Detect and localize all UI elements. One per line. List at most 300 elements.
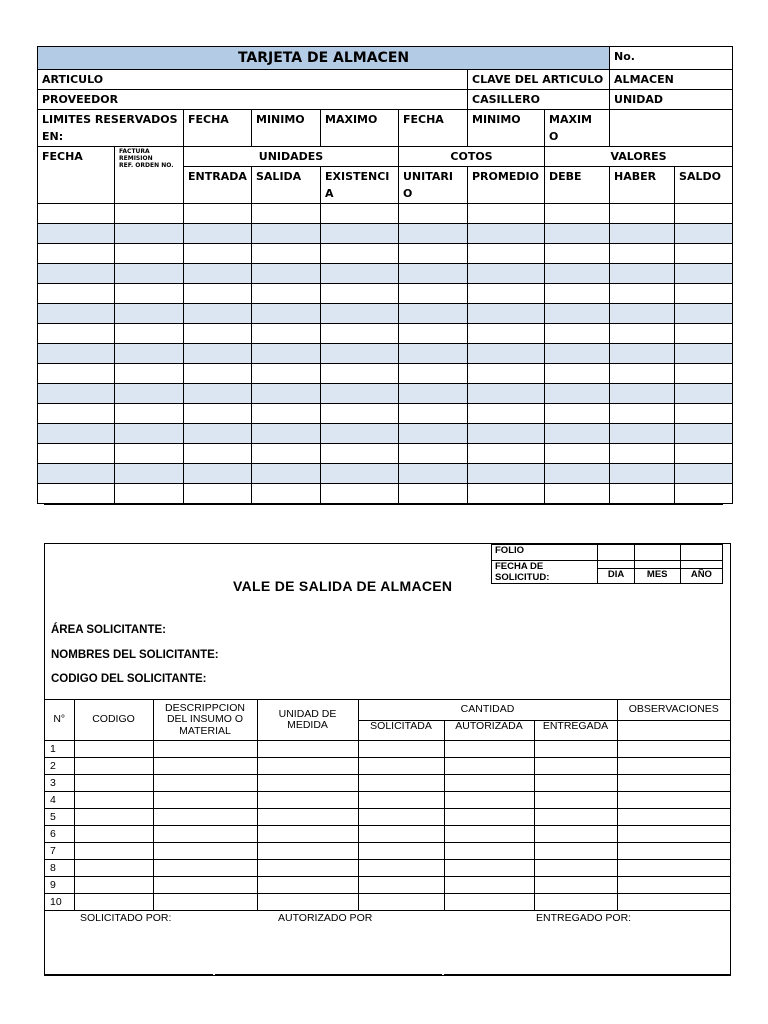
limites-blank-cell[interactable] <box>610 110 733 147</box>
tarjeta-entry-cell[interactable] <box>115 384 184 404</box>
tarjeta-entry-cell[interactable] <box>468 424 545 444</box>
vale-item-cell[interactable] <box>617 775 730 792</box>
vale-item-cell[interactable] <box>358 826 444 843</box>
tarjeta-entry-cell[interactable] <box>610 404 675 424</box>
tarjeta-entry-cell[interactable] <box>399 264 468 284</box>
vale-item-cell[interactable] <box>74 894 153 911</box>
tarjeta-entry-cell[interactable] <box>252 284 321 304</box>
tarjeta-entry-cell[interactable] <box>184 224 252 244</box>
tarjeta-entry-cell[interactable] <box>675 404 733 424</box>
tarjeta-entry-cell[interactable] <box>184 484 252 504</box>
tarjeta-entry-cell[interactable] <box>399 304 468 324</box>
no-field[interactable]: No. <box>610 47 733 70</box>
vale-item-cell[interactable] <box>617 826 730 843</box>
vale-item-cell[interactable] <box>444 775 534 792</box>
tarjeta-entry-cell[interactable] <box>321 204 399 224</box>
vale-item-cell[interactable] <box>74 758 153 775</box>
minimo-2-field[interactable]: MINIMO <box>468 110 545 147</box>
vale-item-cell[interactable] <box>444 809 534 826</box>
vale-item-cell[interactable] <box>617 860 730 877</box>
tarjeta-entry-row <box>38 304 733 324</box>
tarjeta-entry-cell[interactable] <box>252 324 321 344</box>
tarjeta-entry-cell[interactable] <box>252 404 321 424</box>
vale-item-cell[interactable] <box>153 826 257 843</box>
fecha-limite-1-field[interactable]: FECHA <box>184 110 252 147</box>
col-ref-remision: REMISION <box>119 155 153 162</box>
anio-label: AÑO <box>680 569 722 584</box>
tarjeta-entry-cell[interactable] <box>115 444 184 464</box>
vale-item-cell[interactable] <box>358 860 444 877</box>
tarjeta-entry-row <box>38 384 733 404</box>
vale-item-cell[interactable] <box>153 809 257 826</box>
tarjeta-entry-cell[interactable] <box>675 284 733 304</box>
tarjeta-entry-cell[interactable] <box>545 304 610 324</box>
tarjeta-entry-cell[interactable] <box>468 344 545 364</box>
tarjeta-entry-cell[interactable] <box>252 364 321 384</box>
tarjeta-entry-cell[interactable] <box>675 444 733 464</box>
tarjeta-entry-row <box>38 444 733 464</box>
vale-item-row <box>45 843 730 860</box>
tarjeta-almacen-table <box>37 46 733 504</box>
vale-item-row <box>45 860 730 877</box>
tarjeta-entry-cell[interactable] <box>115 324 184 344</box>
articulo-field[interactable]: ARTICULO <box>38 70 468 90</box>
vale-item-cell[interactable] <box>153 758 257 775</box>
vale-item-cell[interactable] <box>74 860 153 877</box>
tarjeta-entry-cell[interactable] <box>468 444 545 464</box>
fecha-limite-2-field[interactable]: FECHA <box>399 110 468 147</box>
tarjeta-entry-cell[interactable] <box>115 404 184 424</box>
tarjeta-entry-cell[interactable] <box>399 424 468 444</box>
clave-articulo-field[interactable]: CLAVE DEL ARTICULO <box>468 70 610 90</box>
col-ref-orden: REF. ORDEN NO. <box>119 162 174 169</box>
tarjeta-entry-cell[interactable] <box>184 364 252 384</box>
vale-item-cell[interactable] <box>617 877 730 894</box>
vale-item-cell[interactable] <box>153 843 257 860</box>
tarjeta-entry-cell[interactable] <box>321 444 399 464</box>
vale-item-cell[interactable] <box>444 894 534 911</box>
tarjeta-entry-cell[interactable] <box>468 264 545 284</box>
tarjeta-entry-cell[interactable] <box>38 324 115 344</box>
tarjeta-entry-cell[interactable] <box>38 204 115 224</box>
tarjeta-entry-cell[interactable] <box>321 264 399 284</box>
tarjeta-entry-row <box>38 204 733 224</box>
vale-item-cell[interactable] <box>534 894 617 911</box>
tarjeta-entry-cell[interactable] <box>38 284 115 304</box>
vale-item-cell[interactable] <box>358 894 444 911</box>
tarjeta-entry-cell[interactable] <box>115 264 184 284</box>
proveedor-field[interactable]: PROVEEDOR <box>38 90 468 110</box>
tarjeta-entry-cell[interactable] <box>610 304 675 324</box>
vale-item-cell[interactable] <box>534 860 617 877</box>
tarjeta-entry-cell[interactable] <box>399 284 468 304</box>
col-num-header: N° <box>45 700 74 741</box>
vale-row-number: 4 <box>45 792 74 809</box>
tarjeta-entry-cell[interactable] <box>38 244 115 264</box>
tarjeta-entry-cell[interactable] <box>115 204 184 224</box>
tarjeta-entry-cell[interactable] <box>38 344 115 364</box>
col-header-unitario: UNITARI O <box>399 167 468 204</box>
tarjeta-entry-cell[interactable] <box>468 384 545 404</box>
tarjeta-entry-cell[interactable] <box>468 364 545 384</box>
tarjeta-entry-cell[interactable] <box>610 264 675 284</box>
tarjeta-entry-cell[interactable] <box>38 224 115 244</box>
unidad-field[interactable]: UNIDAD <box>610 90 733 110</box>
tarjeta-entry-cell[interactable] <box>399 464 468 484</box>
tarjeta-entry-cell[interactable] <box>38 384 115 404</box>
tarjeta-entry-cell[interactable] <box>468 244 545 264</box>
tarjeta-entry-cell[interactable] <box>610 244 675 264</box>
entregado-signature-line[interactable] <box>444 974 730 975</box>
almacen-field[interactable]: ALMACEN <box>610 70 733 90</box>
vale-item-cell[interactable] <box>74 741 153 758</box>
tarjeta-entry-cell[interactable] <box>545 244 610 264</box>
vale-item-cell[interactable] <box>358 809 444 826</box>
tarjeta-entry-cell[interactable] <box>115 224 184 244</box>
tarjeta-entry-cell[interactable] <box>321 404 399 424</box>
tarjeta-entry-cell[interactable] <box>399 404 468 424</box>
tarjeta-entry-cell[interactable] <box>184 384 252 404</box>
vale-item-cell[interactable] <box>153 894 257 911</box>
tarjeta-entry-cell[interactable] <box>115 284 184 304</box>
tarjeta-entry-cell[interactable] <box>184 464 252 484</box>
tarjeta-entry-cell[interactable] <box>321 364 399 384</box>
tarjeta-entry-cell[interactable] <box>252 264 321 284</box>
tarjeta-entry-cell[interactable] <box>321 244 399 264</box>
vale-item-cell[interactable] <box>617 843 730 860</box>
tarjeta-entry-cell[interactable] <box>115 244 184 264</box>
vale-item-cell[interactable] <box>153 877 257 894</box>
vale-item-cell[interactable] <box>534 809 617 826</box>
tarjeta-entry-cell[interactable] <box>38 424 115 444</box>
tarjeta-entry-cell[interactable] <box>610 284 675 304</box>
dia-label: DIA <box>598 569 634 584</box>
tarjeta-entry-cell[interactable] <box>675 384 733 404</box>
codigo-solicitante-label: CODIGO DEL SOLICITANTE: <box>51 673 207 685</box>
vale-item-cell[interactable] <box>257 877 358 894</box>
tarjeta-entry-cell[interactable] <box>675 204 733 224</box>
tarjeta-entry-row <box>38 284 733 304</box>
tarjeta-entry-cell[interactable] <box>38 364 115 384</box>
col-header-fecha: FECHA <box>38 147 115 204</box>
tarjeta-entry-cell[interactable] <box>545 364 610 384</box>
tarjeta-entry-cell[interactable] <box>610 224 675 244</box>
tarjeta-entry-row <box>38 464 733 484</box>
tarjeta-entry-cell[interactable] <box>399 364 468 384</box>
vale-item-cell[interactable] <box>74 877 153 894</box>
vale-item-cell[interactable] <box>153 741 257 758</box>
vale-item-row <box>45 809 730 826</box>
col-descripcion-header: DESCRIPPCION DEL INSUMO O MATERIAL <box>153 700 257 741</box>
tarjeta-entry-cell[interactable] <box>184 444 252 464</box>
vale-salida-form <box>44 543 731 976</box>
tarjeta-entry-cell[interactable] <box>610 384 675 404</box>
tarjeta-entry-cell[interactable] <box>115 424 184 444</box>
vale-item-cell[interactable] <box>74 775 153 792</box>
vale-item-cell[interactable] <box>153 775 257 792</box>
tarjeta-entry-cell[interactable] <box>610 364 675 384</box>
vale-item-cell[interactable] <box>153 860 257 877</box>
tarjeta-entry-cell[interactable] <box>610 484 675 504</box>
tarjeta-entry-cell[interactable] <box>38 304 115 324</box>
vale-item-cell[interactable] <box>444 826 534 843</box>
vale-item-cell[interactable] <box>74 792 153 809</box>
tarjeta-entry-cell[interactable] <box>321 304 399 324</box>
tarjeta-entry-cell[interactable] <box>399 324 468 344</box>
tarjeta-entry-cell[interactable] <box>610 344 675 364</box>
tarjeta-entry-cell[interactable] <box>252 484 321 504</box>
vale-row-number: 8 <box>45 860 74 877</box>
tarjeta-entry-cell[interactable] <box>321 424 399 444</box>
vale-item-cell[interactable] <box>358 792 444 809</box>
minimo-1-field[interactable]: MINIMO <box>252 110 321 147</box>
vale-item-cell[interactable] <box>617 741 730 758</box>
tarjeta-entry-cell[interactable] <box>321 384 399 404</box>
folio-cell-3[interactable] <box>680 545 722 561</box>
tarjeta-entry-cell[interactable] <box>468 304 545 324</box>
tarjeta-entry-cell[interactable] <box>184 204 252 224</box>
tarjeta-entry-cell[interactable] <box>545 284 610 304</box>
tarjeta-entry-cell[interactable] <box>675 264 733 284</box>
tarjeta-entry-cell[interactable] <box>399 384 468 404</box>
tarjeta-entry-cell[interactable] <box>545 204 610 224</box>
vale-item-cell[interactable] <box>74 826 153 843</box>
tarjeta-entry-row <box>38 424 733 444</box>
vale-item-row <box>45 775 730 792</box>
tarjeta-entry-cell[interactable] <box>399 344 468 364</box>
tarjeta-entry-cell[interactable] <box>252 244 321 264</box>
tarjeta-entry-cell[interactable] <box>38 464 115 484</box>
tarjeta-entry-cell[interactable] <box>115 344 184 364</box>
tarjeta-entry-cell[interactable] <box>468 224 545 244</box>
vale-item-cell[interactable] <box>534 758 617 775</box>
vale-item-cell[interactable] <box>257 758 358 775</box>
vale-item-cell[interactable] <box>257 894 358 911</box>
page-separator <box>44 504 723 505</box>
solicitado-signature-line[interactable] <box>45 974 213 975</box>
tarjeta-entry-cell[interactable] <box>399 444 468 464</box>
vale-item-cell[interactable] <box>74 843 153 860</box>
tarjeta-entry-row <box>38 224 733 244</box>
tarjeta-entry-row <box>38 264 733 284</box>
tarjeta-entry-cell[interactable] <box>184 404 252 424</box>
tarjeta-entry-cell[interactable] <box>252 424 321 444</box>
vale-item-cell[interactable] <box>358 758 444 775</box>
tarjeta-entry-cell[interactable] <box>252 384 321 404</box>
nombres-solicitante-label: NOMBRES DEL SOLICITANTE: <box>51 649 219 661</box>
vale-item-cell[interactable] <box>358 741 444 758</box>
tarjeta-entry-cell[interactable] <box>399 204 468 224</box>
tarjeta-entry-cell[interactable] <box>545 444 610 464</box>
vale-item-cell[interactable] <box>617 758 730 775</box>
tarjeta-entry-cell[interactable] <box>468 324 545 344</box>
vale-item-cell[interactable] <box>257 775 358 792</box>
tarjeta-entry-cell[interactable] <box>545 344 610 364</box>
vale-row-number: 10 <box>45 894 74 911</box>
tarjeta-entry-cell[interactable] <box>38 444 115 464</box>
vale-item-row <box>45 826 730 843</box>
solicitado-por-label: SOLICITADO POR: <box>80 912 172 924</box>
tarjeta-entry-cell[interactable] <box>115 304 184 324</box>
tarjeta-entry-cell[interactable] <box>38 484 115 504</box>
folio-cell-2[interactable] <box>634 545 680 561</box>
tarjeta-entry-cell[interactable] <box>115 484 184 504</box>
tarjeta-entry-cell[interactable] <box>610 444 675 464</box>
vale-item-cell[interactable] <box>534 843 617 860</box>
vale-item-row <box>45 877 730 894</box>
col-header-promedio: PROMEDIO <box>468 167 545 204</box>
vale-items-table <box>45 699 730 911</box>
tarjeta-entry-cell[interactable] <box>184 424 252 444</box>
tarjeta-entry-cell[interactable] <box>675 464 733 484</box>
tarjeta-entry-cell[interactable] <box>252 224 321 244</box>
autorizado-signature-line[interactable] <box>215 974 442 975</box>
vale-item-cell[interactable] <box>444 792 534 809</box>
tarjeta-entry-cell[interactable] <box>545 324 610 344</box>
tarjeta-entry-cell[interactable] <box>675 324 733 344</box>
vale-item-cell[interactable] <box>444 741 534 758</box>
maximo-1-field[interactable]: MAXIMO <box>321 110 399 147</box>
col-observaciones-header: OBSERVACIONES <box>617 700 730 721</box>
col-header-debe: DEBE <box>545 167 610 204</box>
vale-item-cell[interactable] <box>358 877 444 894</box>
vale-row-number: 6 <box>45 826 74 843</box>
tarjeta-entry-cell[interactable] <box>545 384 610 404</box>
tarjeta-entry-cell[interactable] <box>468 484 545 504</box>
vale-row-number: 7 <box>45 843 74 860</box>
fecha-anio-value[interactable] <box>680 561 722 569</box>
vale-item-cell[interactable] <box>257 741 358 758</box>
tarjeta-entry-cell[interactable] <box>675 424 733 444</box>
vale-item-cell[interactable] <box>257 826 358 843</box>
maximo-2-field[interactable]: MAXIM O <box>545 110 610 147</box>
tarjeta-entry-cell[interactable] <box>675 304 733 324</box>
casillero-field[interactable]: CASILLERO <box>468 90 610 110</box>
tarjeta-entry-cell[interactable] <box>399 244 468 264</box>
tarjeta-entry-cell[interactable] <box>38 404 115 424</box>
vale-item-cell[interactable] <box>617 792 730 809</box>
tarjeta-entry-cell[interactable] <box>115 464 184 484</box>
fecha-mes-value[interactable] <box>634 561 680 569</box>
vale-item-cell[interactable] <box>257 843 358 860</box>
tarjeta-entry-cell[interactable] <box>610 204 675 224</box>
tarjeta-entry-cell[interactable] <box>252 444 321 464</box>
vale-item-cell[interactable] <box>444 758 534 775</box>
vale-item-cell[interactable] <box>74 809 153 826</box>
tarjeta-entry-cell[interactable] <box>545 484 610 504</box>
limites-reservados-label: LIMITES RESERVADOS EN: <box>38 110 184 147</box>
vale-item-row <box>45 792 730 809</box>
vale-title: VALE DE SALIDA DE ALMACEN <box>233 578 453 594</box>
vale-item-cell[interactable] <box>534 775 617 792</box>
tarjeta-entry-cell[interactable] <box>184 244 252 264</box>
tarjeta-entry-cell[interactable] <box>545 264 610 284</box>
tarjeta-entry-cell[interactable] <box>545 464 610 484</box>
tarjeta-entry-cell[interactable] <box>321 464 399 484</box>
tarjeta-entry-cell[interactable] <box>610 464 675 484</box>
col-solicitada-header: SOLICITADA <box>358 720 444 741</box>
observaciones-sub-cell <box>617 720 730 741</box>
vale-item-row <box>45 741 730 758</box>
tarjeta-entry-cell[interactable] <box>184 304 252 324</box>
tarjeta-entry-cell[interactable] <box>321 224 399 244</box>
vale-item-cell[interactable] <box>358 775 444 792</box>
tarjeta-title: TARJETA DE ALMACEN <box>38 47 610 70</box>
tarjeta-entry-cell[interactable] <box>399 484 468 504</box>
vale-item-cell[interactable] <box>534 826 617 843</box>
vale-item-cell[interactable] <box>534 741 617 758</box>
vale-item-cell[interactable] <box>534 877 617 894</box>
tarjeta-entry-cell[interactable] <box>252 204 321 224</box>
fecha-dia-value[interactable] <box>598 561 634 569</box>
tarjeta-entry-cell[interactable] <box>399 224 468 244</box>
tarjeta-entry-cell[interactable] <box>610 324 675 344</box>
folio-box <box>491 544 723 584</box>
autorizado-por-label: AUTORIZADO POR <box>278 912 373 924</box>
vale-row-number: 5 <box>45 809 74 826</box>
tarjeta-entry-cell[interactable] <box>610 424 675 444</box>
folio-cell-1[interactable] <box>598 545 634 561</box>
vale-item-cell[interactable] <box>444 877 534 894</box>
tarjeta-entry-cell[interactable] <box>675 244 733 264</box>
tarjeta-entry-cell[interactable] <box>468 464 545 484</box>
tarjeta-entry-cell[interactable] <box>545 224 610 244</box>
tarjeta-entry-cell[interactable] <box>545 424 610 444</box>
vale-item-cell[interactable] <box>617 894 730 911</box>
group-header-unidades: UNIDADES <box>184 147 399 167</box>
vale-item-cell[interactable] <box>257 809 358 826</box>
tarjeta-entry-row <box>38 344 733 364</box>
tarjeta-entry-cell[interactable] <box>468 284 545 304</box>
vale-row-number: 2 <box>45 758 74 775</box>
tarjeta-entry-cell[interactable] <box>321 344 399 364</box>
tarjeta-entry-cell[interactable] <box>468 404 545 424</box>
vale-row-number: 9 <box>45 877 74 894</box>
vale-item-cell[interactable] <box>153 792 257 809</box>
tarjeta-entry-cell[interactable] <box>38 264 115 284</box>
vale-item-cell[interactable] <box>257 860 358 877</box>
tarjeta-entry-cell[interactable] <box>252 304 321 324</box>
tarjeta-entry-cell[interactable] <box>184 344 252 364</box>
tarjeta-entry-row <box>38 404 733 424</box>
tarjeta-entry-cell[interactable] <box>184 284 252 304</box>
tarjeta-entry-cell[interactable] <box>675 484 733 504</box>
tarjeta-entry-cell[interactable] <box>115 364 184 384</box>
tarjeta-entry-cell[interactable] <box>675 344 733 364</box>
col-codigo-header: CODIGO <box>74 700 153 741</box>
vale-item-cell[interactable] <box>617 809 730 826</box>
col-unidad-header: UNIDAD DE MEDIDA <box>257 700 358 741</box>
tarjeta-entry-cell[interactable] <box>321 324 399 344</box>
tarjeta-entry-cell[interactable] <box>321 284 399 304</box>
tarjeta-entry-cell[interactable] <box>468 204 545 224</box>
mes-label: MES <box>634 569 680 584</box>
tarjeta-entry-cell[interactable] <box>184 264 252 284</box>
tarjeta-entry-cell[interactable] <box>321 484 399 504</box>
tarjeta-entry-cell[interactable] <box>675 224 733 244</box>
vale-item-cell[interactable] <box>444 843 534 860</box>
group-header-cotos: COTOS <box>399 147 545 167</box>
tarjeta-entry-cell[interactable] <box>675 364 733 384</box>
vale-item-cell[interactable] <box>257 792 358 809</box>
vale-item-cell[interactable] <box>534 792 617 809</box>
tarjeta-entry-cell[interactable] <box>252 344 321 364</box>
vale-item-cell[interactable] <box>358 843 444 860</box>
tarjeta-entry-cell[interactable] <box>252 464 321 484</box>
tarjeta-entry-cell[interactable] <box>184 324 252 344</box>
tarjeta-entry-cell[interactable] <box>545 404 610 424</box>
vale-item-cell[interactable] <box>444 860 534 877</box>
